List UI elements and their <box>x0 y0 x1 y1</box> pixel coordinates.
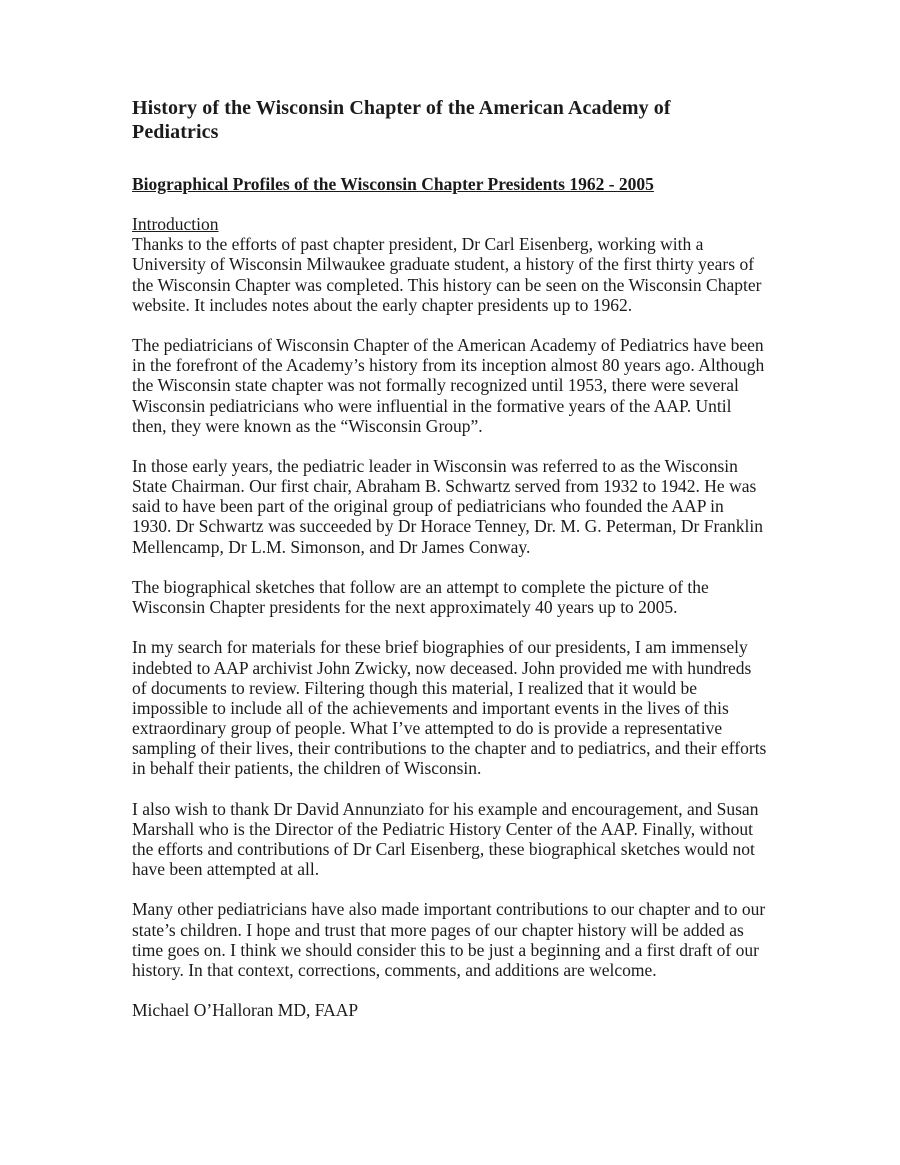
paragraph-biographical-sketches: The biographical sketches that follow are an attempt to complete the picture of the Wisconsin Chapter presidents for the next approximately 40 years up to 2005. <box>132 576 709 618</box>
paragraph-search-for-materials: In my search for materials for these brief biographies of our presidents, I am immensely indebted to AAP archivist John Zwicky, now deceased. John provided me with hundreds of documents to review. Filtering though this material, I realized that it would be impossible to include all of the achievements and important events in the lives of this extraordinary group of people. What I’ve attempted to do is provide a representative sampling of their lives, their contributions to the chapter and to pediatrics, and their efforts in behalf their patients, the children of Wisconsin. <box>132 637 767 779</box>
paragraph-acknowledgements: I also wish to thank Dr David Annunziato for his example and encouragement, and Susan Marshall who is the Director of the Pediatric History Center of the AAP. Finally, without the efforts and contributions of Dr Carl Eisenberg, these biographical sketches would not have been attempted at all. <box>132 798 759 880</box>
document-title: History of the Wisconsin Chapter of the American Academy of Pediatrics <box>132 97 671 143</box>
section-heading-introduction: Introduction <box>132 214 219 235</box>
paragraph-closing: Many other pediatricians have also made important contributions to our chapter and to our state’s children. I hope and trust that more pages of our chapter history will be added as time goes on. I think we should consider this to be just a beginning and a first draft of our history. In that context, corrections, comments, and additions are welcome. <box>132 899 766 980</box>
document-subtitle: Biographical Profiles of the Wisconsin Chapter Presidents 1962 - 2005 <box>132 174 654 194</box>
paragraph-early-years: In those early years, the pediatric leader in Wisconsin was referred to as the Wisconsin State Chairman. Our first chair, Abraham B. Schwartz served from 1932 to 1942. He was said to have been part of the original group of pediatricians who founded the AAP in 1930. Dr Schwartz was succeeded by Dr Horace Tenney, Dr. M. G. Peterman, Dr Franklin Mellencamp, Dr L.M. Simonson, and Dr James Conway. <box>132 456 764 557</box>
paragraph-academy-history: The pediatricians of Wisconsin Chapter of the American Academy of Pediatrics have been in the forefront of the Academy’s history from its inception almost 80 years ago. Although the Wisconsin state chapter was not formally recognized until 1953, there were several Wisconsin pediatricians who were influential in the formative years of the AAP. Until then, they were known as the “Wisconsin Group”. <box>132 335 765 436</box>
signature-line: Michael O’Halloran MD, FAAP <box>132 1000 359 1021</box>
paragraph-introduction-1: Thanks to the efforts of past chapter president, Dr Carl Eisenberg, working with a University of Wisconsin Milwaukee graduate student, a history of the first thirty years of the Wisconsin Chapter was completed. This history can be seen on the Wisconsin Chapter website. It includes notes about the early chapter presidents up to 1962. <box>132 234 762 315</box>
